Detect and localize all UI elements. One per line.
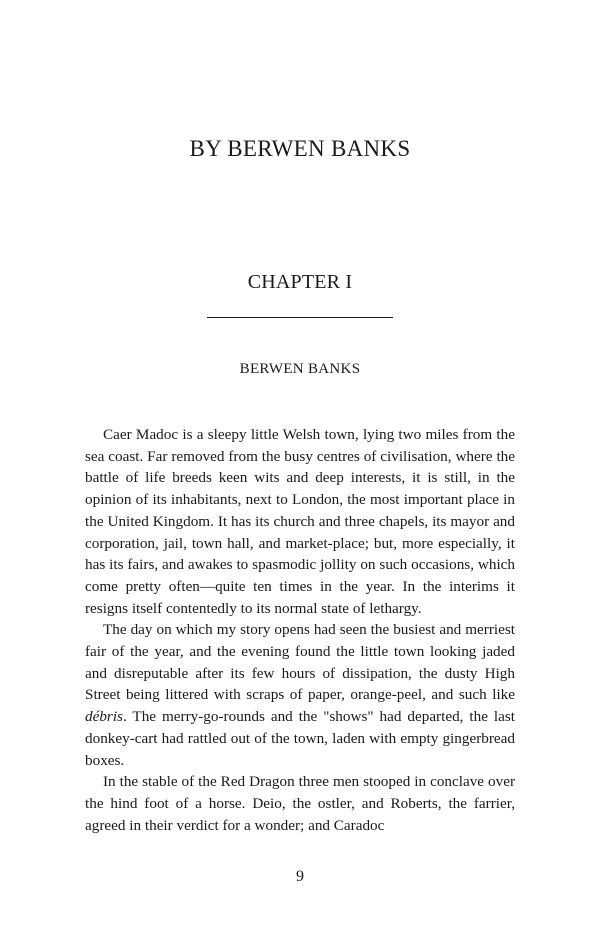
paragraph [85, 619, 515, 771]
chapter-heading: CHAPTER I [247, 271, 353, 293]
book-title: BY BERWEN BANKS [189, 136, 411, 161]
paragraph: In the stable of the Red Dragon three men stooped in conclave over the hind foot of a horse. Deio, the ostler, and Roberts, the farrier, agreed in their verdict for a wonder; and Caradoc [85, 773, 515, 834]
paragraph: Caer Madoc is a sleepy little Welsh town, lying two miles from the sea coast. Far removed from the busy centres of civilisation, where the battle of life breeds keen wits and deep interests, it is still, in the opinion of its inhabitants, next to London, the most important place in the United Kingdom. It has its church and three chapels, its mayor and corporation, jail, town hall, and market-place; but, more especially, it has its fairs, and awakes to spasmodic jollity on such occasions, which come pretty often—quite ten times in the year. In the interims it resigns itself contentedly to its normal state of lethargy. [85, 426, 515, 617]
emphasized-word: débris [85, 708, 123, 726]
chapter-divider [207, 317, 393, 318]
paragraph-text: The day on which my story opens had seen the busiest and merriest fair of the year, and the evening found the little town looking jaded and disreputable after its few hours of dissipation, the dusty High Street being littered with scraps of paper, orange-peel, and such like [85, 621, 515, 704]
chapter-subtitle: BERWEN BANKS [239, 361, 361, 377]
chapter-body [85, 424, 515, 836]
paragraph-text: . The merry-go-rounds and the "shows" had departed, the last donkey-cart had rattled out of the town, laden with empty gingerbread boxes. [85, 708, 515, 769]
page-number: 9 [296, 868, 304, 885]
